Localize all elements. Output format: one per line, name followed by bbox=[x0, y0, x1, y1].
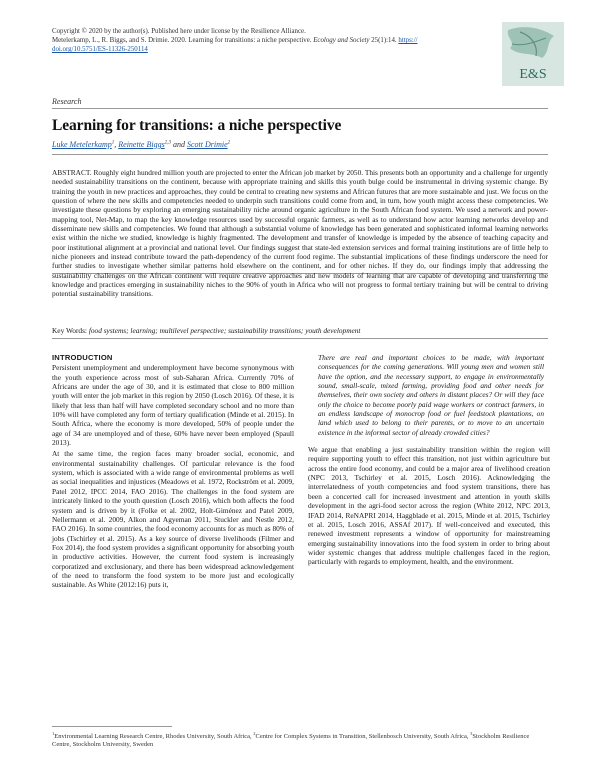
copyright-header bbox=[52, 27, 492, 54]
author-link[interactable]: Scott Drimie bbox=[186, 140, 228, 149]
journal-logo bbox=[502, 22, 564, 86]
journal-name: Ecology and Society bbox=[313, 37, 370, 44]
author-link[interactable]: Luke Metelerkamp bbox=[52, 140, 112, 149]
copyright-line: Copyright © 2020 by the author(s). Published here under license by the Resilience Alliance. bbox=[52, 28, 306, 35]
block-quote: There are real and important choices to be made, with important consequences for the coming generations. Will young men and women still have the option, and the necessary support, to engage in environmentally sound, small-scale, mixed farming, providing food and other needs for themselves, their own society and others in distant places? Or will they face only the choice to become poorly paid wage workers or contract farmers, in an endless landscape of monocrop food or fuel feedstock plantations, on land which used to belong to their parents, or to move to an uncertain existence in the informal sector of already crowded cities? bbox=[318, 353, 544, 437]
keywords bbox=[52, 326, 548, 335]
abstract-box bbox=[52, 154, 548, 299]
abstract-text: Roughly eight hundred million youth are projected to enter the African job market by 2050. This presents both an opportunity and a challenge for urgently needed sustainability transitions on the continent, because with appropriate training and skills this youth bulge could be instrumental in driving systemic change. By training the youth in new practices and approaches, they could be central to creating new systems and African futures that are more sustainable and just. We focus on the question of where the new skills and competencies needed to underpin such transitions could come from and, in turn, how youth might access these competencies. We investigate these questions by exploring an emerging sustainability niche around organic agriculture in the South African food system. We used a network and power-mapping tool, Net-Map, to map the key knowledge resources used by successful organic farmers, as well as to understand how actor learning networks develop and disseminate new skills and competencies. We found that although a substantial volume of knowledge has been generated and sophisticated informal learning networks exist within the niche we studied, knowledge is highly fragmented. The development and transfer of knowledge is impeded by the absence of teaching capacity and poor institutional alignment at a provincial and national level. Our findings suggest that state-led extension services and formal training institutions are of little help to niche pioneers and instead contribute toward the path-dependency of the current food regime. The substantial implications of these findings underscore the need for further studies to investigate whether similar patterns hold elsewhere on the continent, and for other niches. If they do, our findings imply that addressing the sustainability challenges on the African continent will require creative approaches and new models of learning that are capable of developing and transferring the knowledge and practices emerging in sustainability niches to the 90% of youth in Africa who will not progress to formal tertiary training but will be central to driving potential sustainability transitions. bbox=[52, 168, 548, 299]
abstract bbox=[52, 168, 548, 299]
keywords-label: Key Words: bbox=[52, 326, 89, 335]
doi-link-cont[interactable]: doi.org/10.5751/ES-11326-250114 bbox=[52, 46, 148, 53]
article-title: Learning for transitions: a niche perspective bbox=[52, 117, 342, 134]
citation-line: Metelerkamp, L., R. Biggs, and S. Drimie. 2020. Learning for transitions: a niche perspective. Ecology and Society 25(1):14. https:// bbox=[52, 37, 418, 44]
section-heading: INTRODUCTION bbox=[52, 353, 113, 362]
paragraph: Persistent unemployment and underemployment have become synonymous with the youth experience across most of sub-Saharan Africa. Currently 70% of Africans are under the age of 30, and it is estimated that close to 800 million youth will enter the job market in this region by 2050 (Losch 2016). Of these, it is likely that less than half will have completed secondary school and no more than 10% will have completed any form of tertiary qualification (Minde et al. 2015). In South Africa, where the economy is more developed, 50% of people under the age of 34 are unemployed and of these, 60% have never been employed (Spaull 2013). bbox=[52, 363, 294, 448]
author-list: Luke Metelerkamp$^1$, Reinette Biggs$^{2,3}$ and Scott Drimie$^2$ bbox=[52, 140, 231, 149]
right-column bbox=[308, 353, 550, 569]
left-column bbox=[52, 353, 294, 592]
doi-link[interactable]: https:// bbox=[398, 37, 418, 44]
footnote-divider bbox=[52, 726, 172, 727]
affiliations-footnote: $^1$Environmental Learning Research Centre, Rhodes University, South Africa, $^2$Centre for Complex Systems in Transition, Stellenbosch University, South Africa, $^3$Stockholm Resilience Centre, Stockholm University, Sweden bbox=[52, 731, 530, 749]
abstract-label: ABSTRACT. bbox=[52, 168, 92, 177]
paragraph: At the same time, the region faces many broader social, economic, and environmental sustainability challenges. Of particular relevance is the food system, which is associated with a wide range of environmental problems as well as social inequalities and injustices (Meadows et al. 1972, Rockström et al. 2009, Patel 2012, IPCC 2014, FAO 2016). The challenges in the food system are intricately linked to the youth question (Losch 2016), which both affects the food system and is driven by it (Folke et al. 2002, Holt-Giménez and Patel 2009, Nellermann et al. 2009, Alkon and Agyeman 2011, Stuckler and Nestle 2012, FAO 2016). In some countries, the food economy accounts for as much as 80% of jobs (Tschirley et al. 2015). As a key source of diverse livelihoods (Filmer and Fox 2014), the food system provides a significant opportunity for absorbing youth in productive activities. However, the current food system is increasingly corporatized and exclusionary, and there has been widespread acknowledgement of the need to transform the food system to be more just and ecologically sustainable. As White (2012:16) puts it, bbox=[52, 449, 294, 590]
divider bbox=[52, 108, 548, 109]
paragraph: We argue that enabling a just sustainability transition within the region will require supporting youth to effect this transition, not just within agriculture but across the entire food economy, and could be a major area of livelihood creation (NPC 2013, Tschirley et al. 2015, Losch 2016). Acknowledging the interrelatedness of youth competencies and food system transitions, there has been a concerted call for increased investment and attention in youth skills development in the agri-food sector across the region (White 2012, NPC 2013, IFAD 2014, ReNAPRI 2014, Haggblade et al. 2015, Minde et al. 2015, Tschirley et al. 2015, Losch 2016, ASSAf 2017). If well-conceived and executed, this renewed investment represents a window of opportunity for mainstreaming emerging sustainability innovations into the food system in order to bring about wider systemic changes that address multiple challenges faced in the region, particularly with regards to employment, health, and the environment. bbox=[308, 445, 550, 567]
logo-text: E&S bbox=[519, 67, 547, 82]
section-label: Research bbox=[52, 97, 82, 106]
author-link[interactable]: Reinette Biggs bbox=[118, 140, 165, 149]
divider bbox=[52, 338, 548, 339]
keywords-list: food systems; learning; multilevel perspective; sustainability transitions; youth development bbox=[88, 326, 361, 335]
